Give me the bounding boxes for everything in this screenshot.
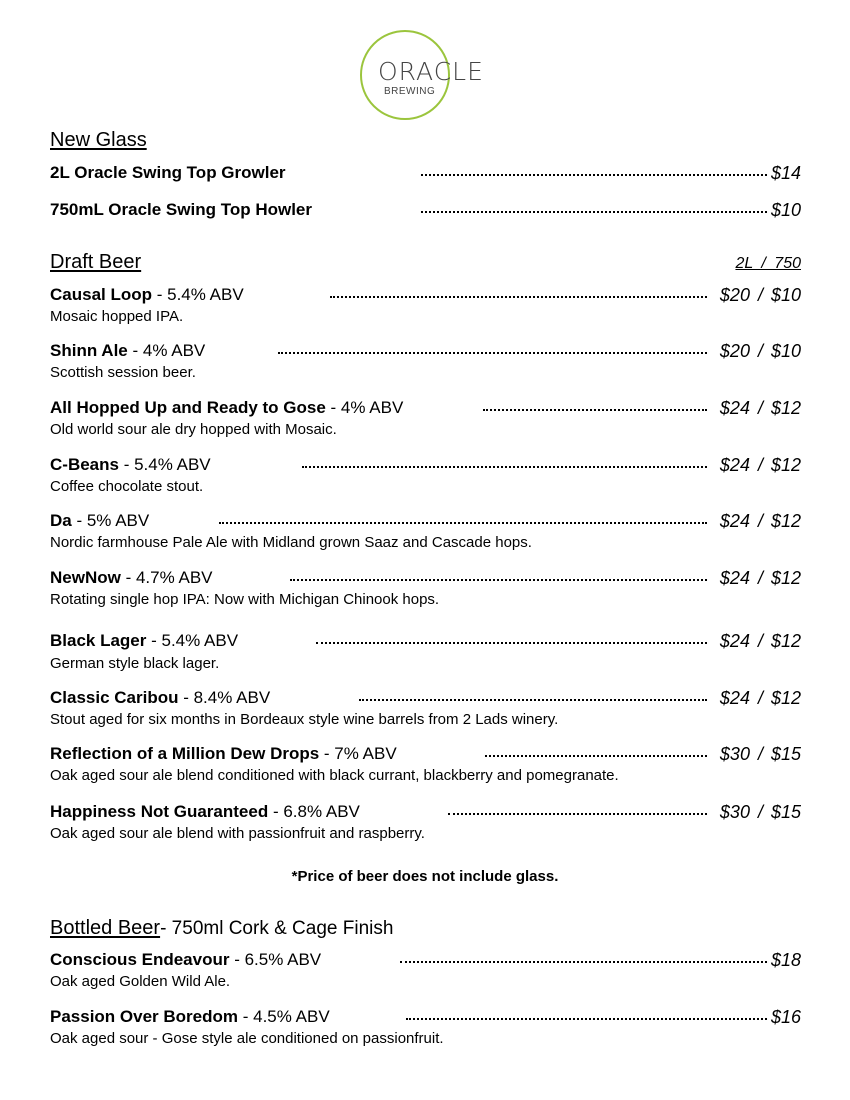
beer-item (50, 801, 801, 825)
beer-item (50, 397, 801, 421)
beer-name: NewNow (50, 568, 121, 587)
beer-item (50, 454, 801, 478)
leader-dots (330, 296, 707, 298)
new-glass-title: New Glass (50, 129, 147, 151)
beer-name: Da (50, 511, 72, 530)
draft-size-header: 2L / 750 (735, 255, 801, 272)
beer-name: C-Beans (50, 455, 119, 474)
bottled-beer-title: Bottled Beer (50, 917, 161, 939)
beer-description: Coffee chocolate stout. (50, 478, 204, 495)
leader-dots (421, 211, 767, 213)
leader-dots (219, 522, 707, 524)
beer-abv: - 5.4% ABV (118, 455, 211, 474)
logo-subtitle: BREWING (384, 86, 436, 97)
beer-item (50, 284, 801, 308)
beer-abv: - 5.4% ABV (152, 285, 244, 304)
beer-description: German style black lager. (50, 655, 220, 672)
beer-name: Reflection of a Million Dew Drops (50, 744, 320, 763)
beer-price: $24 / $12 (719, 631, 801, 651)
leader-dots (278, 352, 707, 354)
beer-item (50, 743, 801, 767)
beer-name: Black Lager (50, 631, 147, 650)
leader-dots (406, 1018, 767, 1020)
beer-item (50, 630, 801, 654)
beer-price: $24 / $12 (719, 688, 801, 708)
glass-item-price: $14 (770, 163, 801, 183)
leader-dots (290, 579, 707, 581)
beer-abv: - 4% ABV (127, 341, 206, 360)
beer-description: Oak aged sour ale blend conditioned with black currant, blackberry and pomegranate. (50, 767, 619, 784)
leader-dots (359, 699, 707, 701)
glass-item-price: $10 (770, 200, 801, 220)
beer-price: $24 / $12 (719, 568, 801, 588)
bottle-description: Oak aged Golden Wild Ale. (50, 973, 231, 990)
beer-abv: - 6.8% ABV (268, 802, 360, 821)
glass-item (50, 162, 801, 186)
leader-dots (316, 642, 707, 644)
beer-description: Scottish session beer. (50, 364, 196, 381)
beer-abv: - 5% ABV (71, 511, 150, 530)
bottle-abv: - 6.5% ABV (229, 950, 322, 969)
bottle-name: Passion Over Boredom (50, 1007, 239, 1026)
leader-dots (448, 813, 707, 815)
beer-description: Old world sour ale dry hopped with Mosaic. (50, 421, 337, 438)
beer-name: Happiness Not Guaranteed (50, 802, 269, 821)
beer-abv: - 4% ABV (325, 398, 404, 417)
beer-name: Classic Caribou (50, 688, 179, 707)
bottle-price: $16 (770, 1007, 801, 1027)
beer-price: $30 / $15 (719, 802, 801, 822)
beer-name: All Hopped Up and Ready to Gose (50, 398, 326, 417)
beer-price: $20 / $10 (719, 285, 801, 305)
beer-item (50, 340, 801, 364)
beer-price: $24 / $12 (719, 398, 801, 418)
beer-price: $30 / $15 (719, 744, 801, 764)
beer-description: Rotating single hop IPA: Now with Michigan Chinook hops. (50, 591, 440, 608)
logo-name: ORACLE (378, 57, 484, 86)
beer-description: Nordic farmhouse Pale Ale with Midland grown Saaz and Cascade hops. (50, 534, 532, 551)
beer-abv: - 7% ABV (319, 744, 397, 763)
glass-item (50, 199, 801, 223)
bottle-item (50, 1006, 801, 1030)
beer-description: Oak aged sour ale blend with passionfruit and raspberry. (50, 825, 425, 842)
beer-price: $24 / $12 (719, 455, 801, 475)
bottle-name: Conscious Endeavour (50, 950, 230, 969)
leader-dots (302, 466, 707, 468)
oracle-brewing-logo (358, 29, 494, 125)
beer-item (50, 687, 801, 711)
beer-price: $20 / $10 (719, 341, 801, 361)
leader-dots (421, 174, 767, 176)
draft-beer-title: Draft Beer (50, 251, 142, 273)
beer-abv: - 8.4% ABV (178, 688, 271, 707)
beer-description: Stout aged for six months in Bordeaux style wine barrels from 2 Lads winery. (50, 711, 559, 728)
bottle-description: Oak aged sour - Gose style ale conditioned on passionfruit. (50, 1030, 444, 1047)
leader-dots (483, 409, 707, 411)
glass-item-name: 750mL Oracle Swing Top Howler (50, 200, 312, 219)
glass-item-name: 2L Oracle Swing Top Growler (50, 163, 286, 182)
beer-price: $24 / $12 (719, 511, 801, 531)
beer-abv: - 4.7% ABV (120, 568, 213, 587)
bottled-beer-heading (50, 916, 393, 941)
beer-description: Mosaic hopped IPA. (50, 308, 184, 325)
bottle-item (50, 949, 801, 973)
beer-item (50, 567, 801, 591)
bottled-beer-subtitle: - 750ml Cork & Cage Finish (160, 918, 394, 939)
leader-dots (485, 755, 707, 757)
bottle-abv: - 4.5% ABV (238, 1007, 330, 1026)
glass-price-note: *Price of beer does not include glass. (291, 868, 559, 885)
beer-abv: - 5.4% ABV (146, 631, 239, 650)
beer-item (50, 510, 801, 534)
beer-name: Shinn Ale (50, 341, 128, 360)
beer-name: Causal Loop (50, 285, 153, 304)
leader-dots (400, 961, 767, 963)
bottle-price: $18 (770, 950, 801, 970)
